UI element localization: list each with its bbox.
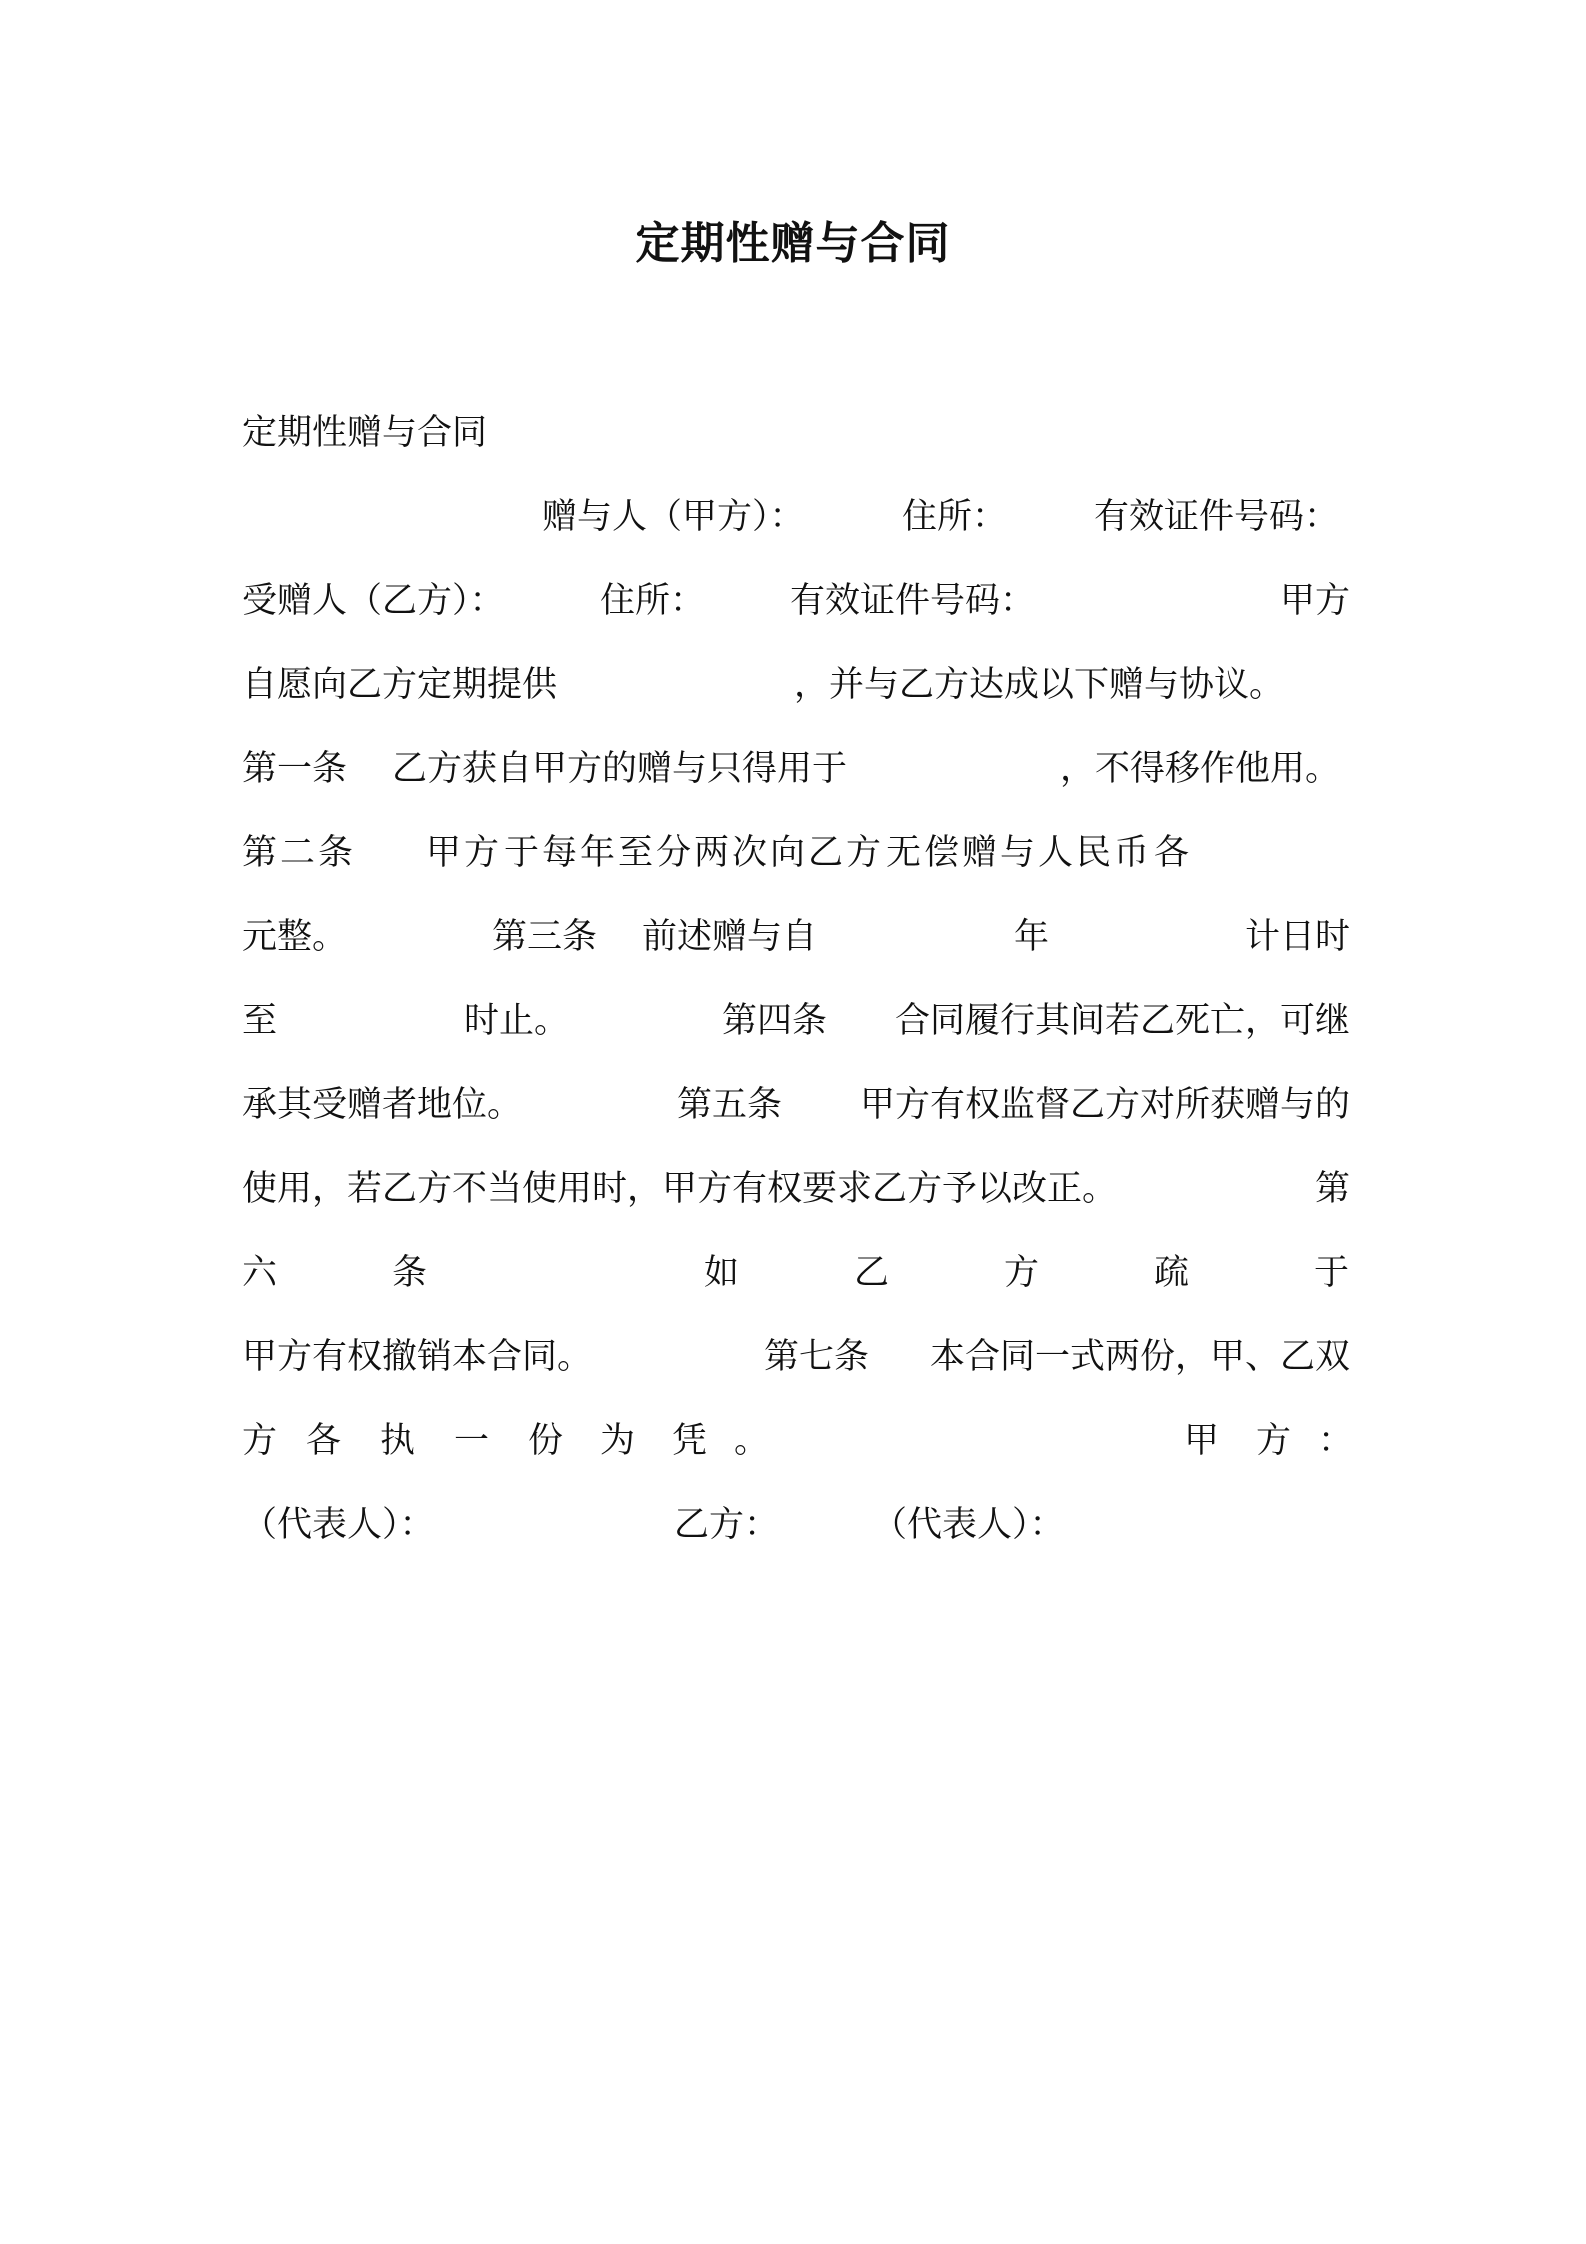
donor-address-label: 住所：: [902, 497, 1008, 537]
document-subtitle: [242, 403, 1350, 463]
line-char: 与: [1000, 833, 1036, 873]
line-text: 前述赠与自: [642, 917, 818, 957]
line-char: 第: [242, 833, 278, 873]
donor-label: 赠与人（甲方）：: [542, 497, 805, 537]
line-text: 合同履行其间若乙死亡，可继: [894, 1001, 1350, 1041]
party-b-representative-label: （代表人）：: [872, 1505, 1065, 1545]
party-a-representative-label: （代表人）：: [242, 1505, 435, 1545]
line-char: 条: [392, 1253, 428, 1293]
line-text: 年: [1014, 917, 1050, 957]
article-heading: 第一条: [242, 749, 348, 789]
line-text: ，并与乙方达成以下赠与协议。: [794, 665, 1285, 705]
line-char: 凭: [672, 1421, 708, 1461]
line-char: 方: [846, 833, 882, 873]
paragraph-line: [242, 655, 1350, 715]
line-char: 疏: [1154, 1253, 1190, 1293]
line-char: 甲: [426, 833, 462, 873]
line-char: 各: [306, 1421, 342, 1461]
line-text: 使用，若乙方不当使用时，甲方有权要求乙方予以改正。: [242, 1169, 1118, 1209]
line-text: 至: [242, 1001, 278, 1041]
line-char: 一: [454, 1421, 490, 1461]
line-char: 甲: [1184, 1421, 1220, 1461]
paragraph-line: [242, 739, 1350, 799]
article-heading: 第五条: [677, 1085, 783, 1125]
line-char: 每: [542, 833, 578, 873]
party-b-label: 乙方：: [674, 1505, 780, 1545]
line-char: 于: [504, 833, 540, 873]
line-char: 方: [242, 1421, 278, 1461]
donee-id-label: 有效证件号码：: [790, 581, 1036, 621]
line-char: 如: [704, 1253, 740, 1293]
line-text: ，不得移作他用。: [1060, 749, 1341, 789]
line-text: 时止。: [464, 1001, 570, 1041]
line-char: 分: [656, 833, 692, 873]
paragraph-line: [242, 1327, 1350, 1387]
line-text: 甲方有权监督乙方对所获赠与的: [859, 1085, 1350, 1125]
article-heading: 第三条: [492, 917, 598, 957]
line-text: 计日时: [1244, 917, 1350, 957]
line-char: 至: [618, 833, 654, 873]
line-char: 偿: [924, 833, 960, 873]
line-char: 币: [1114, 833, 1150, 873]
line-char: 次: [732, 833, 768, 873]
donee-label: 受赠人（乙方）：: [242, 581, 505, 621]
article-heading: 第七条: [764, 1337, 870, 1377]
line-char: 份: [528, 1421, 564, 1461]
line-char: 年: [580, 833, 616, 873]
paragraph-line: [242, 571, 1350, 631]
paragraph-line: [242, 1075, 1350, 1135]
line-text: 甲方: [1279, 581, 1350, 621]
line-text: 自愿向乙方定期提供: [242, 665, 558, 705]
line-char: 为: [600, 1421, 636, 1461]
article-heading: 第四条: [722, 1001, 828, 1041]
donor-id-label: 有效证件号码：: [1094, 497, 1340, 537]
line-char: 方: [1004, 1253, 1040, 1293]
line-char: 方: [1256, 1421, 1292, 1461]
donee-address-label: 住所：: [600, 581, 706, 621]
paragraph-line: [242, 1159, 1350, 1219]
paragraph-line: [242, 991, 1350, 1051]
line-char: 两: [694, 833, 730, 873]
line-char: 民: [1076, 833, 1112, 873]
line-char: 向: [770, 833, 806, 873]
paragraph-line: [242, 907, 1350, 967]
line-char: 六: [242, 1253, 278, 1293]
line-text: 承其受赠者地位。: [242, 1085, 523, 1125]
line-char: 人: [1038, 833, 1074, 873]
line-text: 甲方有权撤销本合同。: [242, 1337, 593, 1377]
line-char: 赠: [962, 833, 998, 873]
line-text: 元整。: [242, 917, 348, 957]
line-char: 条: [318, 833, 354, 873]
signature-line: [242, 1495, 1350, 1555]
line-char: 方: [464, 833, 500, 873]
line-text: 乙方获自甲方的赠与只得用于: [392, 749, 848, 789]
line-char: 二: [280, 833, 316, 873]
line-char: 乙: [808, 833, 844, 873]
paragraph-line: [242, 1243, 1350, 1303]
line-char: 无: [886, 833, 922, 873]
line-char: 乙: [854, 1253, 890, 1293]
line-char: 执: [380, 1421, 416, 1461]
line-char: ：: [1318, 1421, 1354, 1461]
line-text: 本合同一式两份，甲、乙双: [929, 1337, 1350, 1377]
document-title: 定期性赠与合同: [635, 218, 951, 269]
paragraph-line: [242, 487, 1350, 547]
paragraph-line: [242, 823, 1350, 883]
line-char: 于: [1314, 1253, 1350, 1293]
line-char: 。: [734, 1421, 770, 1461]
paragraph-line: [242, 1411, 1354, 1471]
subtitle-text: 定期性赠与合同: [242, 413, 488, 453]
line-char: 各: [1154, 833, 1190, 873]
line-text: 第: [1314, 1169, 1350, 1209]
